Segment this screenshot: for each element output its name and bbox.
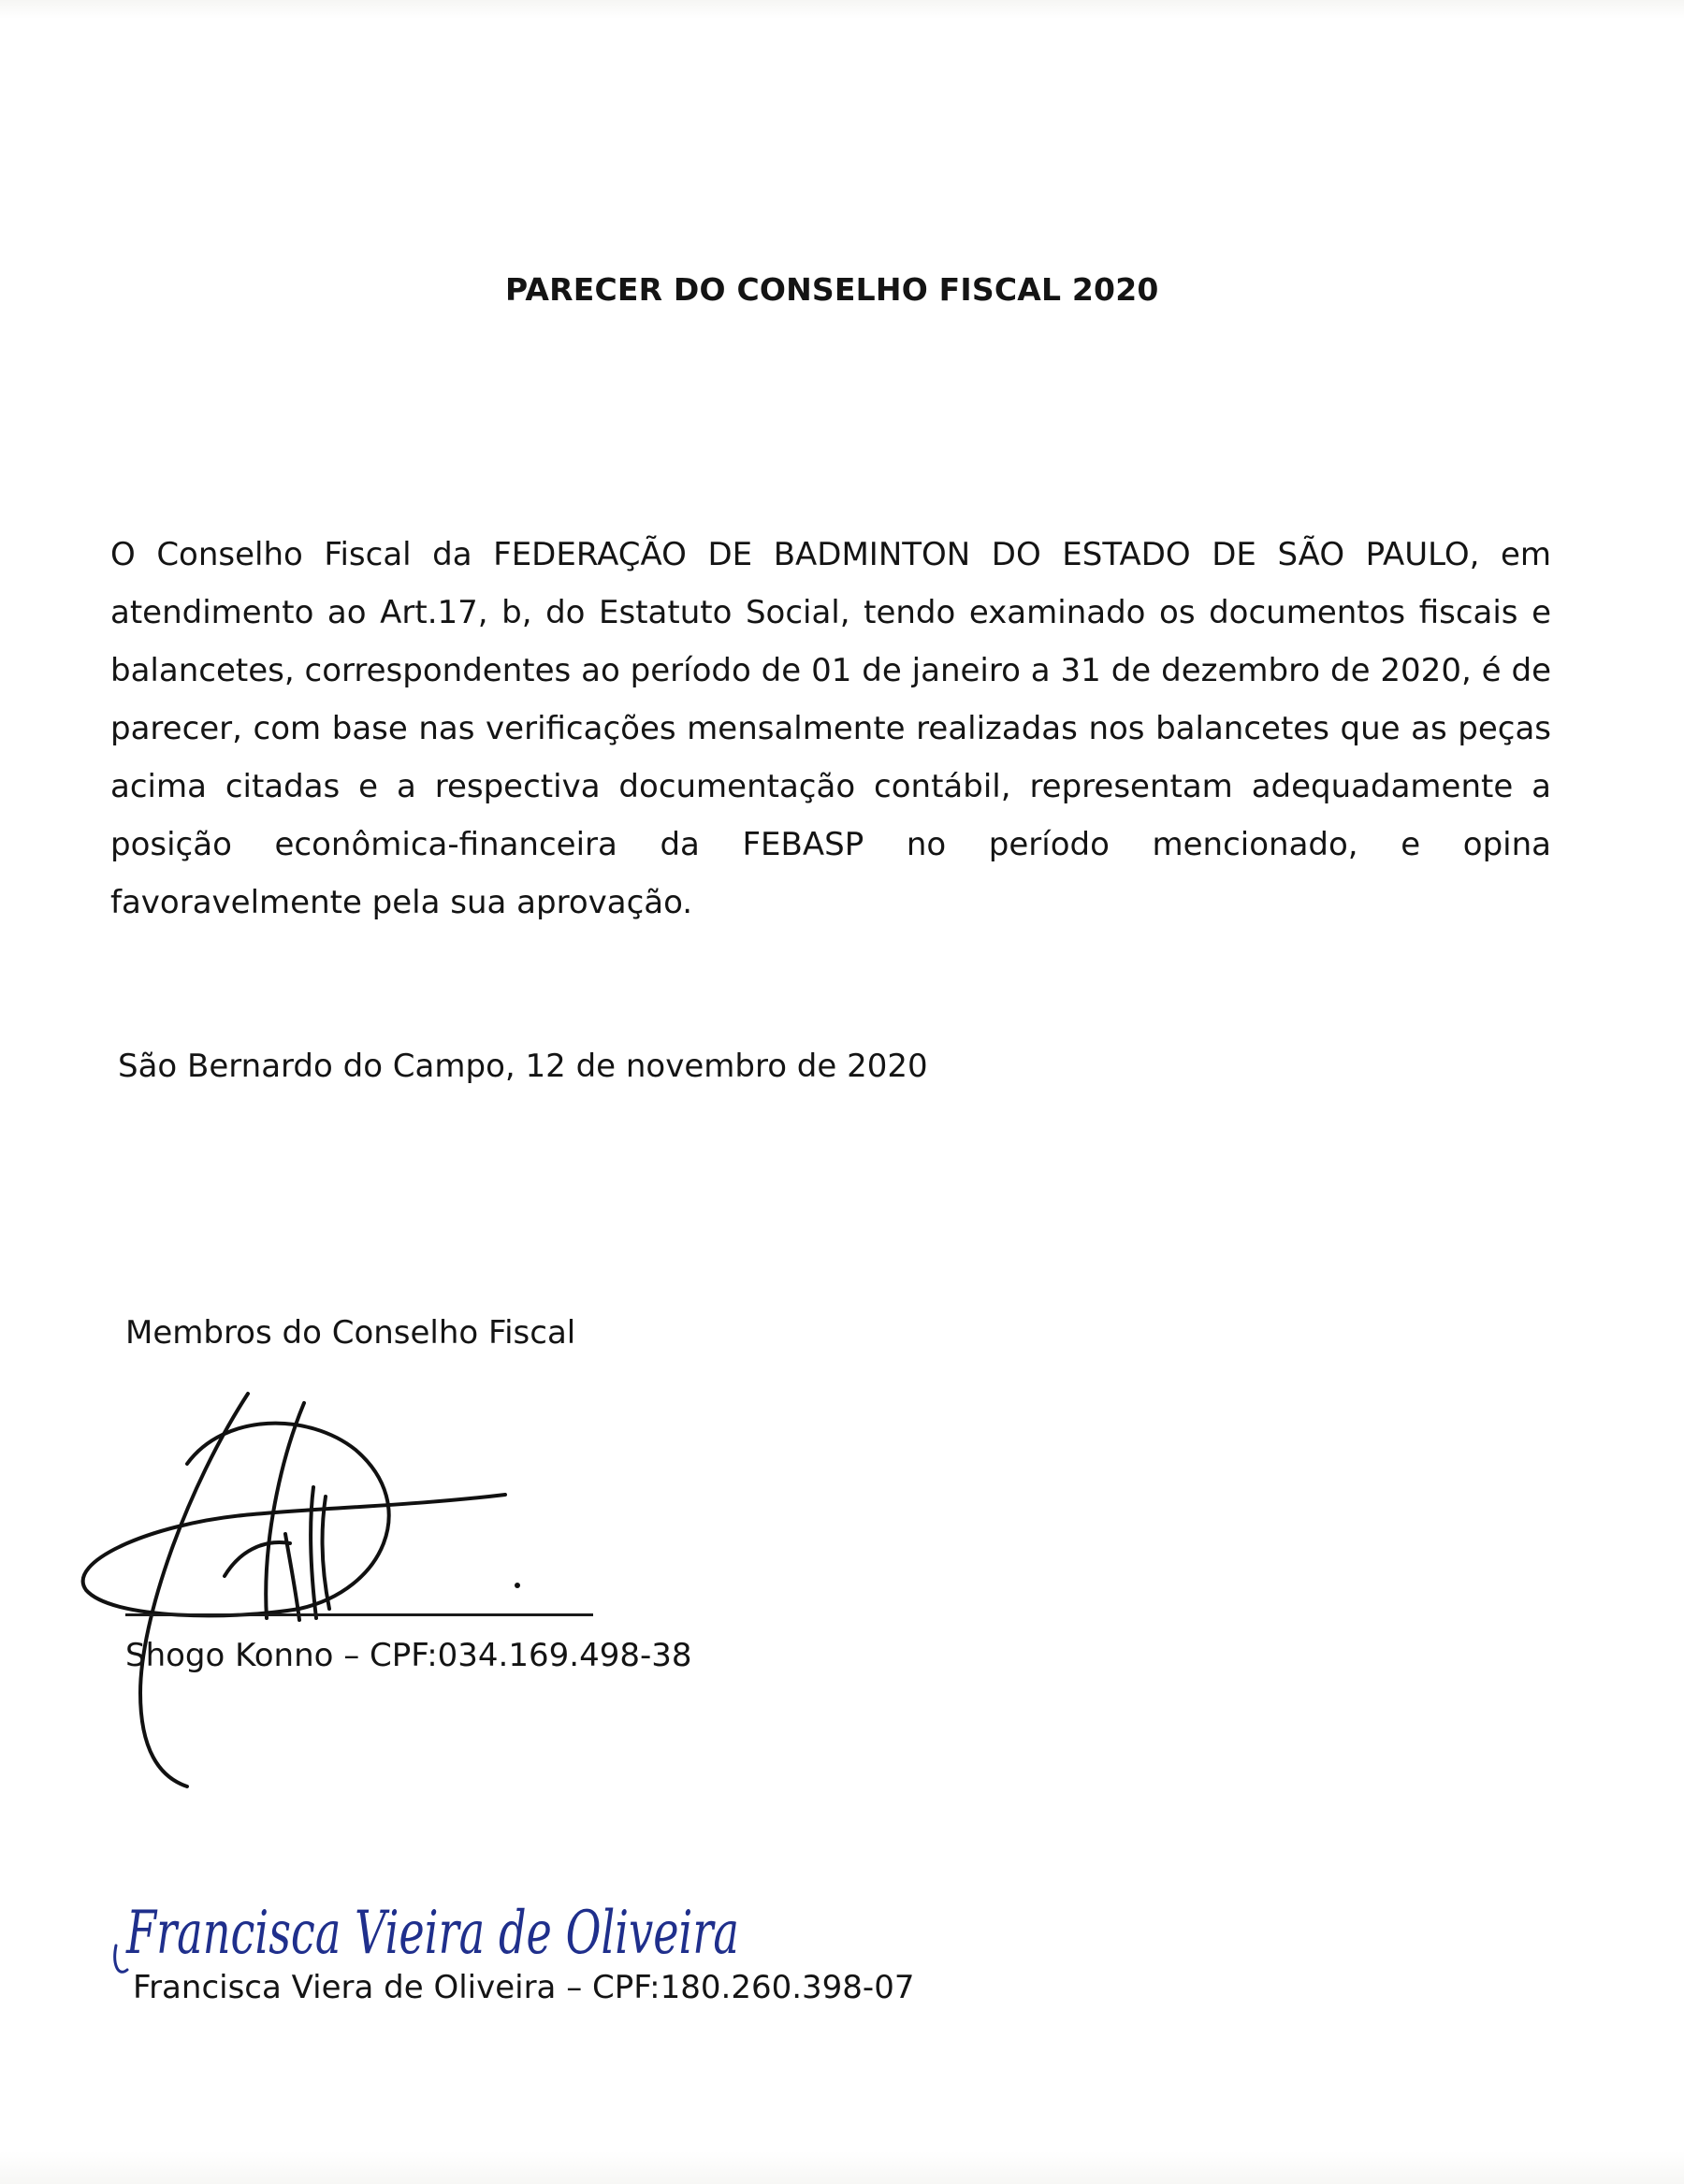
place-date: São Bernardo do Campo, 12 de novembro de 2020: [118, 1048, 928, 1085]
signature-2-script: Francisca Vieira de Oliveira: [125, 1899, 740, 1968]
signature-1-icon: [75, 1375, 561, 1805]
member-2-name-cpf: Francisca Viera de Oliveira – CPF:180.260.398-07: [133, 1969, 915, 2006]
member-1-name-cpf: Shogo Konno – CPF:034.169.498-38: [125, 1637, 692, 1674]
signature-line: [125, 1613, 593, 1616]
members-heading: Membros do Conselho Fiscal: [125, 1314, 576, 1352]
document-title: PARECER DO CONSELHO FISCAL 2020: [505, 271, 1159, 308]
document-body: O Conselho Fiscal da FEDERAÇÃO DE BADMINTON DO ESTADO DE SÃO PAULO, em atendimento ao Art.17, b, do Estatuto Social, tendo examinado os documentos fiscais e balancetes, correspondentes ao período de 01 de janeiro a 31 de dezembro de 2020, é de parecer, com base nas verificações mensalmente realizadas nos balancetes que as peças acima citadas e a respectiva documentação contábil, representam adequadamente a posição econômica-financeira da FEBASP no período mencionado, e opina favoravelmente pela sua aprovação.: [110, 536, 1551, 921]
signature-2-icon: [103, 1880, 777, 1983]
